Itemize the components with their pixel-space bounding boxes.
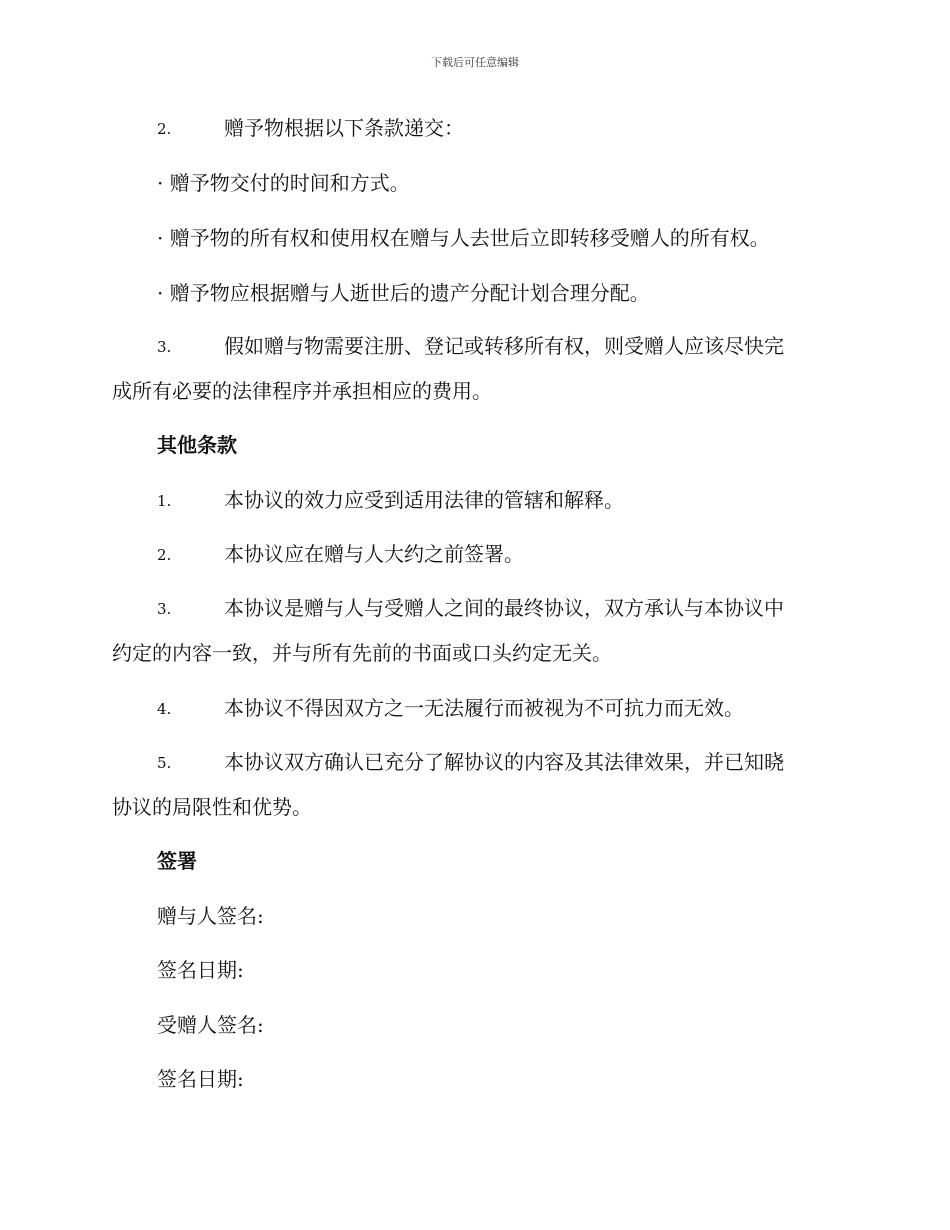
clause-text-continuation: 约定的内容一致，并与所有先前的书面或口头约定无关。 [112,641,612,665]
clause-text: 假如赠与物需要注册、登记或转移所有权，则受赠人应该尽快完 [224,334,784,358]
donee-date-label: 签名日期: [157,1067,244,1091]
list-number: 1. [157,492,172,510]
list-number: 2. [157,120,172,138]
donee-signature-label: 受赠人签名: [157,1013,264,1037]
clause-text: 本协议是赠与人与受赠人之间的最终协议，双方承认与本协议中 [224,596,784,620]
donor-date-label: 签名日期: [157,958,244,982]
bullet-item: · 赠予物的所有权和使用权在赠与人去世后立即转移受赠人的所有权。 [157,226,770,250]
list-number: 5. [157,754,172,772]
donor-signature-label: 赠与人签名: [157,904,264,928]
clause-text: 本协议应在赠与人大约之前签署。 [224,542,524,566]
clause-text-continuation: 协议的局限性和优势。 [112,795,312,819]
list-number: 2. [157,546,172,564]
section-heading-other-terms: 其他条款 [157,433,237,457]
clause-text-continuation: 成所有必要的法律程序并承担相应的费用。 [112,379,492,403]
clause-text: 本协议双方确认已充分了解协议的内容及其法律效果，并已知晓 [224,750,784,774]
list-number: 4. [157,700,172,718]
clause-text: 赠予物根据以下条款递交： [224,116,464,140]
page-header-watermark: 下载后可任意编辑 [431,56,519,69]
clause-text: 本协议的效力应受到适用法律的管辖和解释。 [224,488,624,512]
bullet-item: · 赠予物应根据赠与人逝世后的遗产分配计划合理分配。 [157,281,650,305]
list-number: 3. [157,338,172,356]
list-number: 3. [157,600,172,618]
clause-text: 本协议不得因双方之一无法履行而被视为不可抗力而无效。 [224,696,744,720]
section-heading-signature: 签署 [157,849,197,873]
bullet-item: · 赠予物交付的时间和方式。 [157,171,410,195]
